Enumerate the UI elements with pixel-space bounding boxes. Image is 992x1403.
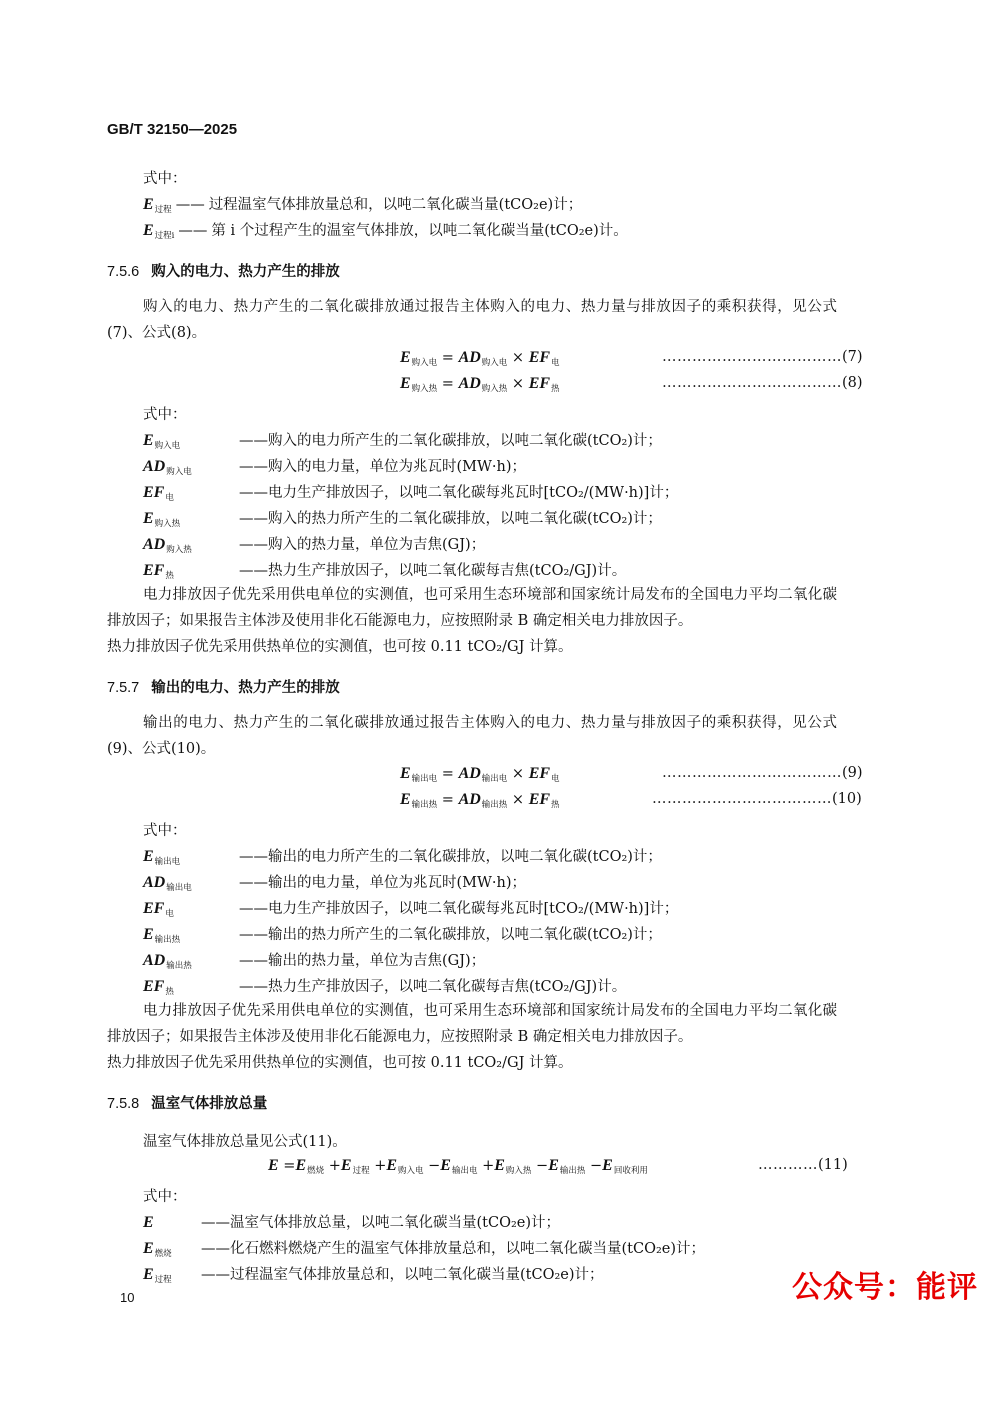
watermark-text: 公众号：能评 <box>792 1270 978 1305</box>
definition-row: $E_{购入热}$ ——购入的热力所产生的二氧化碳排放，以吨二氧化碳(tCO₂)计； <box>143 510 662 529</box>
equation-11: $E =E_{燃烧} +E_{过程} +E_{购入电} -E_{输出电} +E_{购入热} -E_{输出热} -E_{回收利用}$ <box>268 1157 648 1176</box>
definition-row: $E_{购入电}$ ——购入的电力所产生的二氧化碳排放，以吨二氧化碳(tCO₂)计； <box>143 432 662 451</box>
section-heading-7-5-7: 7.5.7 输出的电力、热力产生的排放 <box>107 679 340 696</box>
definition-row: $E_{过程i}$ —— 第 i 个过程产生的温室气体排放，以吨二氧化碳当量(tCO₂e)计。 <box>143 222 628 241</box>
section-heading-7-5-8: 7.5.8 温室气体排放总量 <box>107 1095 268 1112</box>
definition-row: $AD_{输出电}$ ——输出的电力量，单位为兆瓦时(MW·h)； <box>143 874 527 893</box>
definition-row: $EF_电$ ——电力生产排放因子，以吨二氧化碳每兆瓦时[tCO₂/(MW·h)]计； <box>143 484 679 503</box>
definition-row: $E_{燃烧}$ ——化石燃料燃烧产生的温室气体排放量总和，以吨二氧化碳当量(tCO₂e)计； <box>143 1240 706 1259</box>
section-heading-7-5-6: 7.5.6 购入的电力、热力产生的排放 <box>107 263 340 280</box>
definition-row: $EF_电$ ——电力生产排放因子，以吨二氧化碳每兆瓦时[tCO₂/(MW·h)]计； <box>143 900 679 919</box>
definition-row: $E_{输出电}$ ——输出的电力所产生的二氧化碳排放，以吨二氧化碳(tCO₂)计； <box>143 848 662 867</box>
page-number: 10 <box>120 1290 135 1305</box>
equation-number: ………………………………(9) <box>662 765 863 781</box>
standard-number: GB/T 32150—2025 <box>107 121 238 138</box>
definition-row: $AD_{购入电}$ ——购入的电力量，单位为兆瓦时(MW·h)； <box>143 458 527 477</box>
note-paragraph: 电力排放因子优先采用供电单位的实测值，也可采用生态环境部和国家统计局发布的全国电力平均二氧化碳排放因子；如果报告主体涉及使用非化石能源电力，应按照附录 B 确定相关电力排放因子。 <box>107 1003 837 1045</box>
definition-row: $EF_热$ ——热力生产排放因子，以吨二氧化碳每吉焦(tCO₂/GJ)计。 <box>143 978 627 997</box>
section-intro: 购入的电力、热力产生的二氧化碳排放通过报告主体购入的电力、热力量与排放因子的乘积获得，见公式(7)、公式(8)。 <box>107 299 837 341</box>
equation-number: …………(11) <box>758 1157 848 1173</box>
note-paragraph: 热力排放因子优先采用供热单位的实测值，也可按 0.11 tCO₂/GJ 计算。 <box>107 639 573 655</box>
definition-row: $E_{输出热}$ ——输出的热力所产生的二氧化碳排放，以吨二氧化碳(tCO₂)计； <box>143 926 662 945</box>
equation-9: $E_{输出电} = AD_{输出电} \times EF_电$ <box>400 765 560 784</box>
definition-row: $E_{过程}$ ——过程温室气体排放量总和，以吨二氧化碳当量(tCO₂e)计； <box>143 1266 604 1285</box>
equation-7: $E_{购入电} = AD_{购入电} \times EF_电$ <box>400 349 560 368</box>
where-label: 式中： <box>143 823 187 839</box>
equation-number: ………………………………(7) <box>662 349 863 365</box>
where-label: 式中： <box>143 407 187 423</box>
equation-10: $E_{输出热} = AD_{输出热} \times EF_热$ <box>400 791 560 810</box>
where-label: 式中： <box>143 171 187 187</box>
definition-row: E ——温室气体排放总量，以吨二氧化碳当量(tCO₂e)计； <box>143 1214 561 1231</box>
definition-row: $EF_热$ ——热力生产排放因子，以吨二氧化碳每吉焦(tCO₂/GJ)计。 <box>143 562 627 581</box>
where-label: 式中： <box>143 1189 187 1205</box>
equation-number: ………………………………(10) <box>652 791 862 807</box>
section-intro: 输出的电力、热力产生的二氧化碳排放通过报告主体购入的电力、热力量与排放因子的乘积获得，见公式(9)、公式(10)。 <box>107 715 837 757</box>
equation-8: $E_{购入热} = AD_{购入热} \times EF_热$ <box>400 375 560 394</box>
definition-row: $AD_{输出热}$ ——输出的热力量，单位为吉焦(GJ)； <box>143 952 486 971</box>
note-paragraph: 电力排放因子优先采用供电单位的实测值，也可采用生态环境部和国家统计局发布的全国电力平均二氧化碳排放因子；如果报告主体涉及使用非化石能源电力，应按照附录 B 确定相关电力排放因子。 <box>107 587 837 629</box>
note-paragraph: 热力排放因子优先采用供热单位的实测值，也可按 0.11 tCO₂/GJ 计算。 <box>107 1055 573 1071</box>
definition-row: $AD_{购入热}$ ——购入的热力量，单位为吉焦(GJ)； <box>143 536 486 555</box>
section-intro: 温室气体排放总量见公式(11)。 <box>143 1134 347 1150</box>
equation-number: ………………………………(8) <box>662 375 863 391</box>
definition-row: $E_{过程}$ —— 过程温室气体排放量总和，以吨二氧化碳当量(tCO₂e)计； <box>143 196 583 215</box>
